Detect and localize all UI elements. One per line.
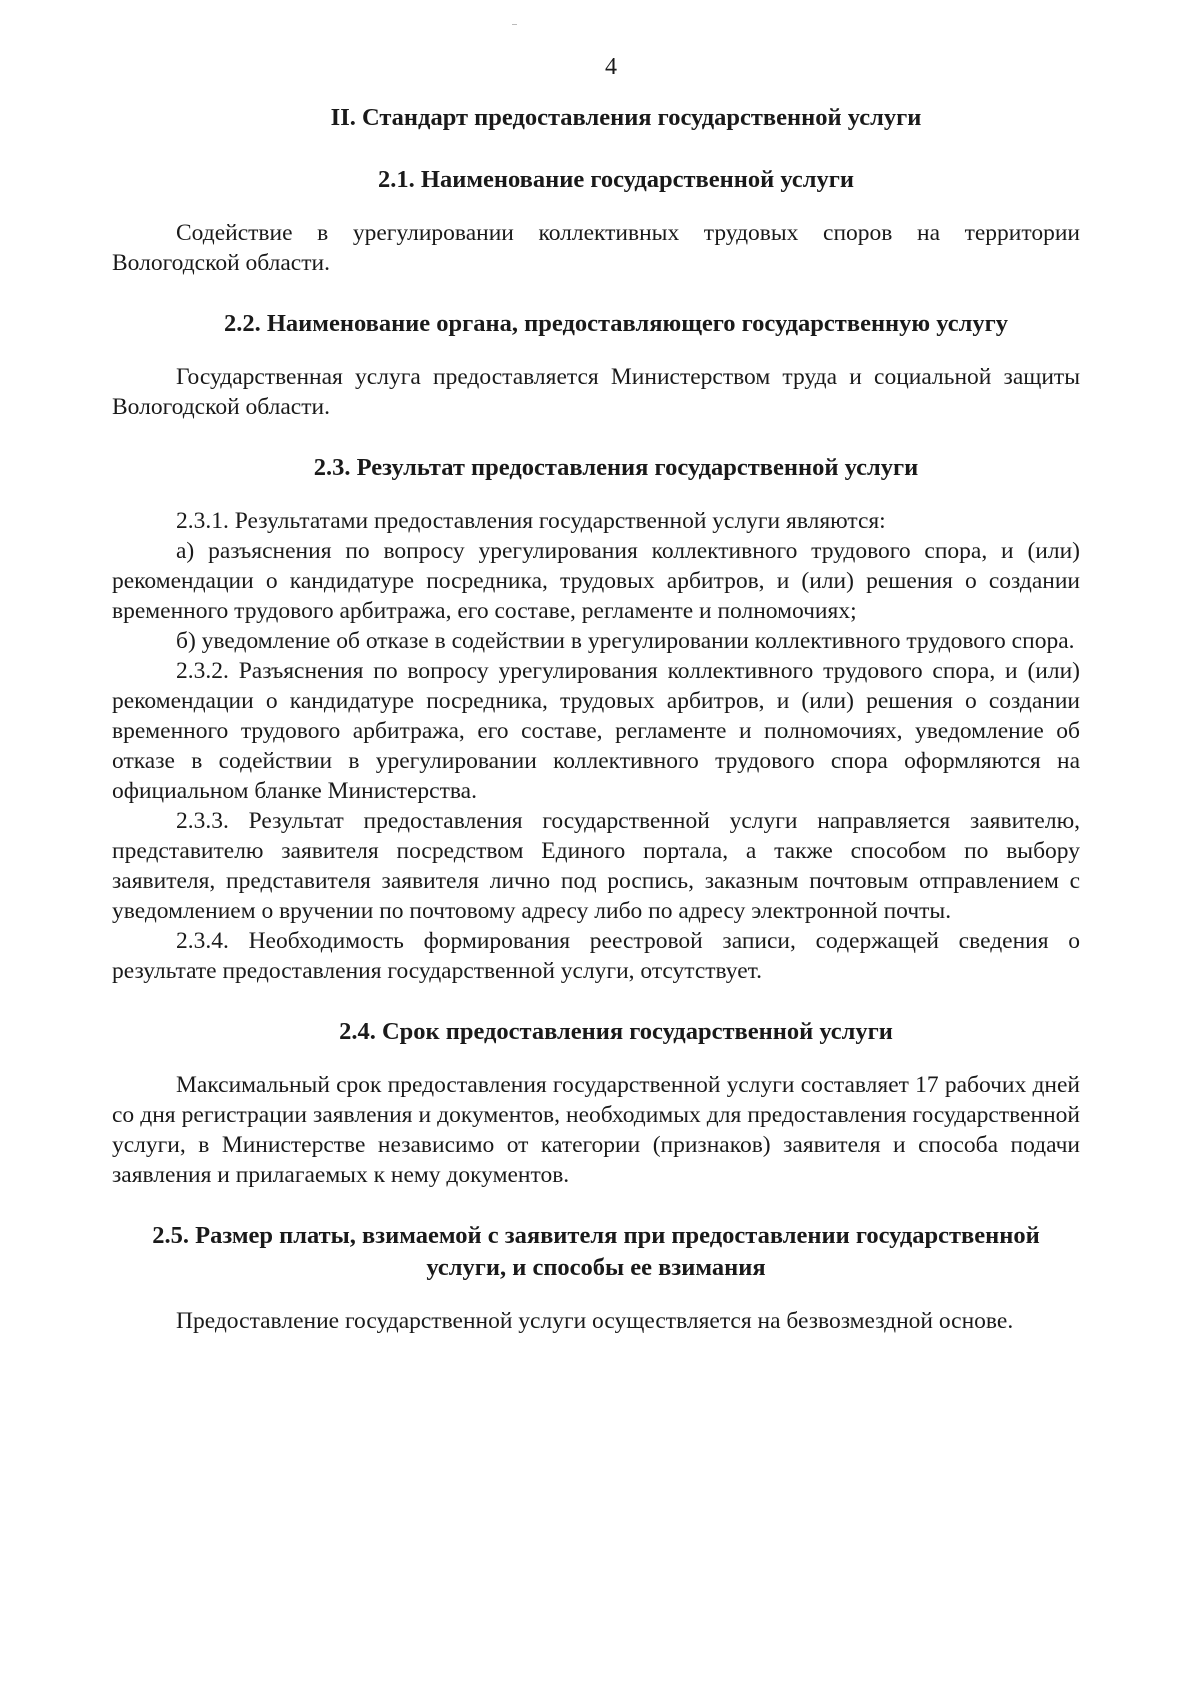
subsection-title-2-1: 2.1. Наименование государственной услуги [378, 166, 854, 193]
subsection-title-2-2: 2.2. Наименование органа, предоставляющего государственную услугу [223, 310, 1009, 337]
subsection-title-2-3: 2.3. Результат предоставления государственной услуги [313, 454, 919, 481]
paragraph: б) уведомление об отказе в содействии в урегулировании коллективного трудового спора. [176, 628, 1075, 654]
paragraph: 2.3.1. Результатами предоставления государственной услуги являются: [176, 508, 886, 534]
page-number: 4 [605, 54, 617, 80]
subsection-title-2-5: 2.5. Размер платы, взимаемой с заявителя при предоставлении государственной услуги, и способы ее взимания [152, 1222, 1040, 1281]
paragraph: Содействие в урегулировании коллективных трудовых споров на территории Вологодской области. [112, 220, 1080, 276]
scan-mark [512, 24, 517, 25]
document-page [112, 52, 1080, 1336]
subsection-title-2-4: 2.4. Срок предоставления государственной услуги [339, 1018, 893, 1045]
paragraph: 2.3.4. Необходимость формирования реестровой записи, содержащей сведения о результате предоставления государственной услуги, отсутствует. [112, 928, 1080, 984]
paragraph: Государственная услуга предоставляется Министерством труда и социальной защиты Вологодской области. [112, 364, 1080, 420]
paragraph: 2.3.3. Результат предоставления государственной услуги направляется заявителю, представителю заявителя посредством Единого портала, а также способом по выбору заявителя, представителя заявителя лично под роспись, заказным почтовым отправлением с уведомлением о вручении по почтовому адресу либо по адресу электронной почты. [112, 808, 1080, 924]
paragraph: а) разъяснения по вопросу урегулирования коллективного трудового спора, и (или) рекомендации о кандидатуре посредника, трудовых арбитров, и (или) решения о создании временного трудового арбитража, его составе, регламенте и полномочиях; [112, 538, 1080, 624]
section-title: II. Стандарт предоставления государственной услуги [330, 104, 922, 131]
paragraph: Предоставление государственной услуги осуществляется на безвозмездной основе. [176, 1308, 1014, 1334]
paragraph: 2.3.2. Разъяснения по вопросу урегулирования коллективного трудового спора, и (или) рекомендации о кандидатуре посредника, трудовых арбитров, и (или) решения о создании временного трудового арбитража, его составе, регламенте и полномочиях, уведомление об отказе в содействии в урегулировании коллективного трудового спора оформляются на официальном бланке Министерства. [112, 658, 1080, 804]
paragraph: Максимальный срок предоставления государственной услуги составляет 17 рабочих дней со дня регистрации заявления и документов, необходимых для предоставления государственной услуги, в Министерстве независимо от категории (признаков) заявителя и способа подачи заявления и прилагаемых к нему документов. [112, 1072, 1080, 1188]
